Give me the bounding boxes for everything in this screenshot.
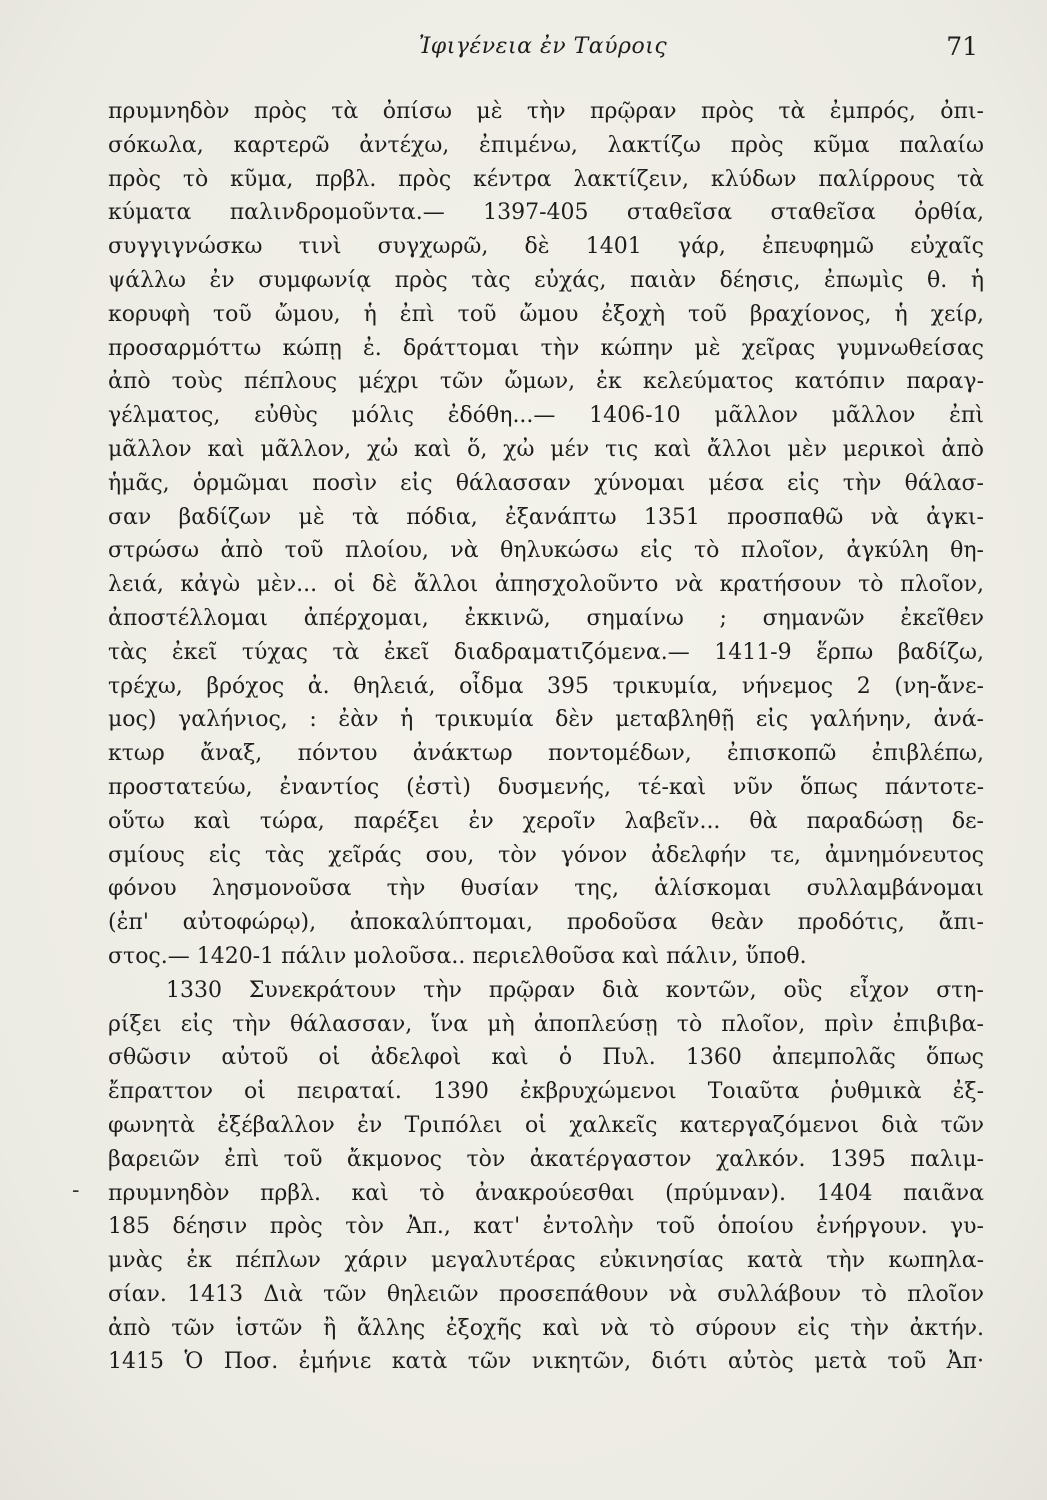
- text-line: τρέχω, βρόχος ἀ. θηλειά, οἶδμα 395 τρικυμία, νήνεμος 2 (νη-ἄνε-: [108, 673, 984, 699]
- running-title: Ἰφιγένεια ἐν Ταύροις: [418, 34, 668, 59]
- margin-mark: -: [72, 1178, 80, 1203]
- text-line: ρίξει εἰς τὴν θάλασσαν, ἵνα μὴ ἀποπλεύσῃ τὸ πλοῖον, πρὶν ἐπιβιβα-: [108, 1011, 984, 1037]
- text-line: ψάλλω ἐν συμφωνίᾳ πρὸς τὰς εὐχάς, παιὰν δέησις, ἐπωμὶς θ. ἡ: [108, 267, 984, 293]
- text-line: στος.— 1420-1 πάλιν μολοῦσα.. περιελθοῦσα καὶ πάλιν, ὕποθ.: [108, 943, 807, 969]
- text-line: πρυμνηδὸν πρὸς τὰ ὀπίσω μὲ τὴν πρῷραν πρὸς τὰ ἐμπρός, ὀπι-: [108, 99, 984, 124]
- text-line: σίαν. 1413 Διὰ τῶν θηλειῶν προσεπάθουν νὰ συλλάβουν τὸ πλοῖον: [108, 1281, 984, 1307]
- text-line: κορυφὴ τοῦ ὤμου, ἡ ἐπὶ τοῦ ὤμου ἐξοχὴ τοῦ βραχίονος, ἡ χείρ,: [108, 301, 984, 327]
- text-line: πρυμνηδὸν πρβλ. καὶ τὸ ἀνακρούεσθαι (πρύμναν). 1404 παιᾶνα: [108, 1180, 984, 1206]
- text-line: λειά, κἀγὼ μὲν... οἱ δὲ ἄλλοι ἀπησχολοῦντο νὰ κρατήσουν τὸ πλοῖον,: [108, 572, 984, 598]
- text-line: φόνου λησμονοῦσα τὴν θυσίαν της, ἁλίσκομαι συλλαμβάνομαι: [108, 876, 984, 902]
- text-line: ἀπὸ τοὺς πέπλους μέχρι τῶν ὤμων, ἐκ κελεύματος κατόπιν παραγ-: [108, 369, 984, 395]
- text-line: μος) γαλήνιος, : ἐὰν ἡ τρικυμία δὲν μεταβληθῇ εἰς γαλήνην, ἀνά-: [108, 707, 984, 733]
- text-line: ἡμᾶς, ὁρμῶμαι ποσὶν εἰς θάλασσαν χύνομαι μέσα εἰς τὴν θάλασ-: [108, 470, 984, 496]
- text-line: κύματα παλινδρομοῦντα.— 1397-405 σταθεῖσα σταθεῖσα ὀρθία,: [108, 200, 984, 226]
- text-line: σμίους εἰς τὰς χεῖράς σου, τὸν γόνον ἀδελφήν τε, ἀμνημόνευτος: [108, 842, 984, 868]
- text-line: προσαρμόττω κώπῃ ἐ. δράττομαι τὴν κώπην μὲ χεῖρας γυμνωθείσας: [108, 335, 984, 361]
- text-line: μνὰς ἐκ πέπλων χάριν μεγαλυτέρας εὐκινησίας κατὰ τὴν κωπηλα-: [108, 1248, 984, 1274]
- text-line: 1415 Ὁ Ποσ. ἐμήνιε κατὰ τῶν νικητῶν, διότι αὐτὸς μετὰ τοῦ Ἀπ·: [108, 1349, 984, 1375]
- commentary-text: [108, 95, 984, 1379]
- text-line: σαν βαδίζων μὲ τὰ πόδια, ἐξανάπτω 1351 προσπαθῶ νὰ ἀγκι-: [108, 504, 984, 530]
- text-line: ἔπραττον οἱ πειραταί. 1390 ἐκβρυχώμενοι Τοιαῦτα ῥυθμικὰ ἐξ-: [108, 1079, 984, 1105]
- text-line: προστατεύω, ἐναντίος (ἐστὶ) δυσμενής, τέ-καὶ νῦν ὅπως πάντοτε-: [108, 774, 984, 800]
- page-header: [108, 30, 978, 70]
- text-line: (ἐπ' αὐτοφώρῳ), ἀποκαλύπτομαι, προδοῦσα θεὰν προδότις, ἄπι-: [108, 910, 984, 936]
- page-number: 71: [946, 32, 978, 61]
- text-line: σόκωλα, καρτερῶ ἀντέχω, ἐπιμένω, λακτίζω πρὸς κῦμα παλαίω: [108, 132, 984, 158]
- text-line: γέλματος, εὐθὺς μόλις ἐδόθη...— 1406-10 μᾶλλον μᾶλλον ἐπὶ: [108, 403, 984, 429]
- text-line: τὰς ἐκεῖ τύχας τὰ ἐκεῖ διαδραματιζόμενα.— 1411-9 ἕρπω βαδίζω,: [108, 639, 984, 665]
- text-line: πρὸς τὸ κῦμα, πρβλ. πρὸς κέντρα λακτίζειν, κλύδων παλίρρους τὰ: [108, 166, 984, 192]
- text-line: μᾶλλον καὶ μᾶλλον, χὠ καὶ ὅ, χὠ μέν τις καὶ ἄλλοι μὲν μερικοὶ ἀπὸ: [108, 436, 984, 462]
- text-line: συγγιγνώσκω τινὶ συγχωρῶ, δὲ 1401 γάρ, ἐπευφημῶ εὐχαῖς: [108, 234, 984, 260]
- text-line: ἀπὸ τῶν ἱστῶν ἢ ἄλλης ἐξοχῆς καὶ νὰ τὸ σύρουν εἰς τὴν ἀκτήν.: [108, 1315, 984, 1341]
- text-line: 185 δέησιν πρὸς τὸν Ἀπ., κατ' ἐντολὴν τοῦ ὁποίου ἐνήργουν. γυ-: [108, 1214, 984, 1240]
- text-line: οὕτω καὶ τώρα, παρέξει ἐν χεροῖν λαβεῖν... θὰ παραδώσῃ δε-: [108, 808, 984, 834]
- text-line: φωνητὰ ἐξέβαλλον ἐν Τριπόλει οἱ χαλκεῖς κατεργαζόμενοι διὰ τῶν: [108, 1112, 984, 1138]
- text-line: 1330 Συνεκράτουν τὴν πρῷραν διὰ κοντῶν, οὓς εἶχον στη-: [166, 977, 984, 1003]
- text-line: ἀποστέλλομαι ἀπέρχομαι, ἐκκινῶ, σημαίνω ; σημανῶν ἐκεῖθεν: [108, 605, 984, 631]
- text-line: βαρειῶν ἐπὶ τοῦ ἄκμονος τὸν ἀκατέργαστον χαλκόν. 1395 παλιμ-: [108, 1146, 984, 1172]
- text-line: στρώσω ἀπὸ τοῦ πλοίου, νὰ θηλυκώσω εἰς τὸ πλοῖον, ἀγκύλη θη-: [108, 538, 984, 564]
- text-line: σθῶσιν αὐτοῦ οἱ ἀδελφοὶ καὶ ὁ Πυλ. 1360 ἀπεμπολᾶς ὅπως: [108, 1045, 984, 1071]
- text-line: κτωρ ἄναξ, πόντου ἀνάκτωρ ποντομέδων, ἐπισκοπῶ ἐπιβλέπω,: [108, 741, 984, 767]
